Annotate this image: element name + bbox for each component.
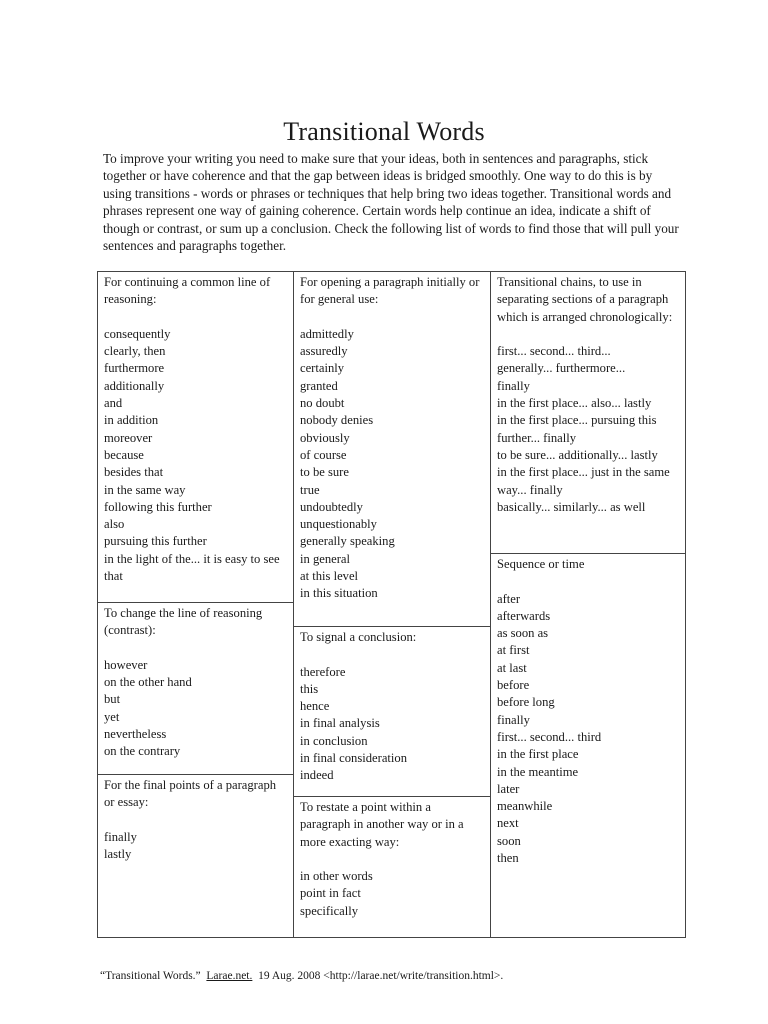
- word-item: indeed: [300, 768, 334, 783]
- word-item: nevertheless: [104, 727, 167, 742]
- word-item: in the first place... just in the same way... finally: [497, 465, 670, 497]
- word-item: finally: [497, 378, 530, 393]
- intro-text: To improve your writing you need to make sure that your ideas, both in sentences and paragraphs, stick together or have coherence and that the gap between ideas is bridged smoothly. One way to do this is by using transitions - words or phrases or techniques that help bring two ideas together. Transitional words and phrases represent one way of gaining coherence. Certain words help continue an idea, indicate a shift of though or contrast, or sum up a conclusion. Check the following list of words to find those that will pull your sentences and paragraphs together.: [103, 151, 679, 254]
- word-item: additionally: [104, 378, 165, 393]
- word-item: furthermore: [104, 361, 165, 376]
- word-item: in conclusion: [300, 733, 368, 748]
- intro-paragraph: [103, 150, 683, 254]
- word-item: generally speaking: [300, 534, 395, 549]
- word-item: to be sure... additionally... lastly: [497, 447, 658, 462]
- word-item: following this further: [104, 499, 212, 514]
- word-item: later: [497, 781, 520, 796]
- word-item: but: [104, 692, 121, 707]
- word-item: undoubtedly: [300, 499, 363, 514]
- word-item: nobody denies: [300, 413, 374, 428]
- citation-title: “Transitional Words.”: [100, 970, 201, 982]
- word-item: on the other hand: [104, 675, 192, 690]
- word-item: then: [497, 851, 519, 866]
- word-item: consequently: [104, 326, 171, 341]
- word-item: lastly: [104, 847, 132, 862]
- word-item: because: [104, 447, 144, 462]
- section-heading: To change the line of reasoning (contrast):: [104, 606, 263, 638]
- word-item: first... second... third...: [497, 344, 611, 359]
- word-item: in this situation: [300, 586, 378, 601]
- word-item: as soon as: [497, 626, 549, 641]
- word-list: [300, 326, 484, 603]
- word-item: specifically: [300, 903, 359, 918]
- word-item: before: [497, 678, 530, 693]
- word-list: [104, 829, 287, 864]
- word-item: soon: [497, 833, 521, 848]
- word-item: therefore: [300, 664, 346, 679]
- word-item: pursuing this further: [104, 534, 207, 549]
- section-restate: [294, 796, 490, 937]
- word-item: no doubt: [300, 396, 345, 411]
- section-heading: Transitional chains, to use in separating sections of a paragraph which is arranged chronologically:: [497, 275, 673, 324]
- citation-date-url: 19 Aug. 2008 <http://larae.net/write/transition.html>.: [258, 970, 504, 982]
- word-list: [497, 343, 679, 516]
- word-item: in final analysis: [300, 716, 380, 731]
- section-continuing: [98, 272, 293, 602]
- section-sequence: [491, 553, 685, 937]
- word-item: besides that: [104, 465, 164, 480]
- section-opening: [294, 272, 490, 626]
- word-item: in the first place: [497, 747, 579, 762]
- word-item: first... second... third: [497, 729, 602, 744]
- word-item: assuredly: [300, 344, 348, 359]
- word-item: finally: [497, 712, 530, 727]
- word-item: at this level: [300, 569, 359, 584]
- section-chains: [491, 272, 685, 553]
- citation: [100, 970, 700, 982]
- word-item: in final consideration: [300, 751, 408, 766]
- word-item: on the contrary: [104, 744, 181, 759]
- word-item: in general: [300, 551, 350, 566]
- word-item: this: [300, 681, 319, 696]
- transitions-table: [97, 271, 686, 938]
- word-list: [300, 868, 484, 920]
- word-item: to be sure: [300, 465, 349, 480]
- word-list: [104, 657, 287, 761]
- section-heading: To restate a point within a paragraph in another way or in a more exacting way:: [300, 800, 464, 849]
- word-item: finally: [104, 829, 137, 844]
- word-list: [300, 664, 484, 785]
- word-item: in addition: [104, 413, 159, 428]
- section-conclusion: [294, 626, 490, 796]
- word-item: admittedly: [300, 326, 354, 341]
- word-item: meanwhile: [497, 799, 553, 814]
- word-item: obviously: [300, 430, 350, 445]
- word-item: before long: [497, 695, 555, 710]
- word-item: after: [497, 591, 521, 606]
- word-item: moreover: [104, 430, 153, 445]
- section-heading: For the final points of a paragraph or essay:: [104, 778, 277, 810]
- word-item: true: [300, 482, 320, 497]
- word-item: point in fact: [300, 886, 361, 901]
- word-item: clearly, then: [104, 344, 166, 359]
- word-item: however: [104, 657, 148, 672]
- word-item: hence: [300, 699, 330, 714]
- word-item: in the light of the... it is easy to see that: [104, 551, 280, 584]
- word-item: at first: [497, 643, 530, 658]
- word-item: also: [104, 517, 125, 532]
- word-item: generally... furthermore...: [497, 361, 626, 376]
- word-list: [497, 591, 679, 868]
- word-item: in other words: [300, 869, 373, 884]
- word-item: certainly: [300, 361, 345, 376]
- section-heading: For continuing a common line of reasoning:: [104, 275, 271, 307]
- word-item: of course: [300, 447, 347, 462]
- word-item: in the same way: [104, 482, 186, 497]
- word-item: at last: [497, 660, 527, 675]
- section-heading: Sequence or time: [497, 557, 585, 571]
- word-item: in the meantime: [497, 764, 579, 779]
- section-heading: To signal a conclusion:: [300, 630, 417, 644]
- citation-site: Larae.net.: [206, 970, 253, 982]
- word-item: yet: [104, 709, 120, 724]
- column-2: [294, 272, 491, 937]
- word-item: and: [104, 396, 123, 411]
- section-heading: For opening a paragraph initially or for general use:: [300, 275, 480, 307]
- word-item: in the first place... also... lastly: [497, 396, 652, 411]
- word-item: basically... similarly... as well: [497, 499, 646, 514]
- word-list: [104, 326, 287, 585]
- column-1: [98, 272, 294, 937]
- word-item: granted: [300, 378, 338, 393]
- word-item: next: [497, 816, 519, 831]
- word-item: afterwards: [497, 608, 551, 623]
- section-final-points: [98, 774, 293, 937]
- page-title: Transitional Words: [283, 117, 485, 147]
- word-item: in the first place... pursuing this further... finally: [497, 413, 657, 445]
- word-item: unquestionably: [300, 517, 377, 532]
- column-3: [491, 272, 685, 937]
- section-contrast: [98, 602, 293, 774]
